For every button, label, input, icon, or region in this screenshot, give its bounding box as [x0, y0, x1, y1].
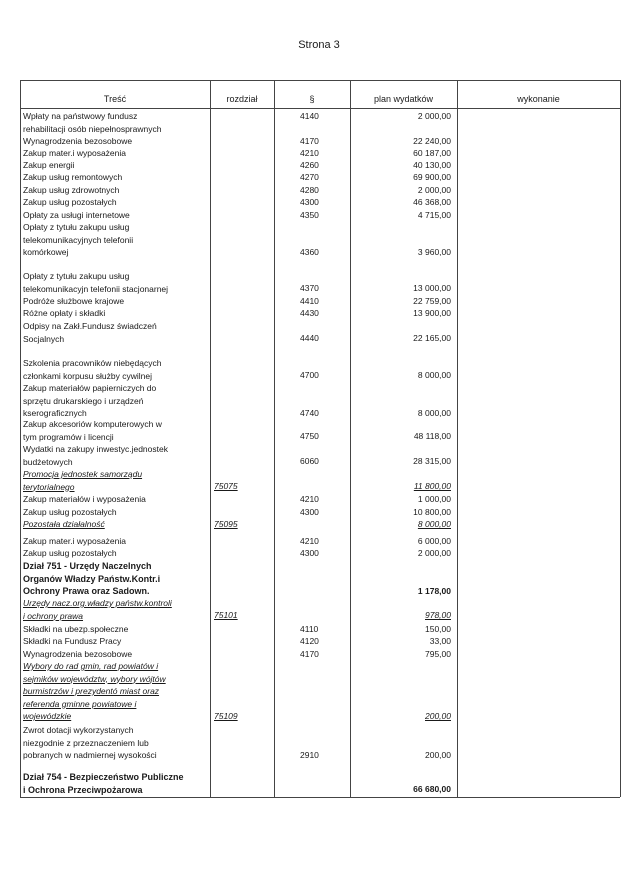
row-paragraf: 4210 — [300, 494, 319, 504]
row-description-line: Promocja jednostek samorządu — [23, 469, 143, 479]
row-amount: 69 900,00 — [413, 172, 451, 182]
row-description — [23, 171, 208, 184]
row-amount: 22 240,00 — [413, 136, 451, 146]
header-tresc: Treść — [103, 94, 127, 104]
row-description — [23, 660, 208, 723]
row-paragraf: 4360 — [300, 247, 319, 257]
row-description — [23, 724, 208, 762]
row-description-line: i ochrony prawa — [23, 610, 84, 621]
row-description-line: Zakup usług pozostałych — [23, 507, 117, 517]
row-paragraf: 4300 — [300, 197, 319, 207]
row-description — [23, 771, 208, 796]
row-amount: 8 000,00 — [417, 519, 451, 529]
row-amount: 2 000,00 — [417, 111, 451, 121]
row-description — [23, 307, 208, 320]
row-description-line: Zakup usług remontowych — [23, 172, 123, 182]
table-header-border — [20, 108, 620, 109]
row-description-line: Zakup mater.i wyposażenia — [23, 148, 126, 158]
row-description — [23, 135, 208, 148]
row-description-line: Wydatki na zakupy inwestyc.jednostek — [23, 444, 168, 454]
row-rozdzial: 75095 — [214, 519, 238, 529]
row-description-line: Różne opłaty i składki — [23, 308, 106, 318]
row-description-line: Składki na ubezp.społeczne — [23, 624, 129, 634]
row-amount: 4 715,00 — [417, 210, 451, 220]
row-description-line: Zakup usług pozostałych — [23, 548, 117, 558]
row-description-line: sejmików województw, wybory wójtów — [23, 673, 166, 684]
row-paragraf: 4410 — [300, 296, 319, 306]
col-divider — [210, 80, 211, 797]
row-description-line: Szkolenia pracowników niebędących — [23, 358, 162, 368]
row-amount: 10 800,00 — [413, 507, 451, 517]
row-description-line: komórkowej — [23, 247, 69, 257]
row-description — [23, 110, 208, 135]
row-amount: 3 960,00 — [417, 247, 451, 257]
row-amount: 8 000,00 — [417, 370, 451, 380]
row-description-line: i Ochrona Przeciwpożarowa — [23, 784, 143, 795]
row-paragraf: 4740 — [300, 408, 319, 418]
row-description — [23, 597, 208, 622]
row-rozdzial: 75075 — [214, 481, 238, 491]
row-amount: 2 000,00 — [417, 548, 451, 558]
header-plan: plan wydatków — [373, 94, 434, 104]
row-description-line: Odpisy na Zakł.Fundusz świadczeń — [23, 321, 157, 331]
row-amount: 13 000,00 — [413, 283, 451, 293]
row-description-line: terytorialnego — [23, 481, 75, 492]
row-paragraf: 4140 — [300, 111, 319, 121]
table-bottom-border — [20, 797, 620, 798]
row-paragraf: 4260 — [300, 160, 319, 170]
row-description-line: Urzędy nacz.org.władzy państw.kontroli — [23, 598, 172, 608]
row-amount: 2 000,00 — [417, 185, 451, 195]
row-description-line: członkami korpusu służby cywilnej — [23, 370, 152, 381]
header-rozdzial: rozdział — [226, 94, 258, 104]
row-description-line: budżetowych — [23, 456, 73, 467]
row-description-line: telekomunikacyjnych telefonii — [23, 234, 134, 245]
row-amount: 11 800,00 — [413, 481, 451, 491]
row-description-line: Składki na Fundusz Pracy — [23, 636, 122, 646]
row-amount: 13 900,00 — [413, 308, 451, 318]
row-description — [23, 468, 208, 493]
row-description-line: niezgodnie z przeznaczeniem lub — [23, 737, 149, 748]
row-paragraf: 4280 — [300, 185, 319, 195]
row-paragraf: 4430 — [300, 308, 319, 318]
row-amount: 795,00 — [425, 649, 451, 659]
row-description-line: Zwrot dotacji wykorzystanych — [23, 725, 134, 735]
row-description — [23, 209, 208, 222]
row-description-line: Opłaty z tytułu zakupu usług — [23, 271, 130, 281]
row-description-line: Zakup energii — [23, 160, 75, 170]
row-description-line: sprzętu drukarskiego i urządzeń — [23, 395, 144, 406]
col-divider — [350, 80, 351, 797]
row-paragraf: 4120 — [300, 636, 319, 646]
row-description-line: Wynagrodzenia bezosobowe — [23, 649, 133, 659]
row-amount: 40 130,00 — [413, 160, 451, 170]
row-paragraf: 4210 — [300, 536, 319, 546]
row-description-line: Wybory do rad gmin, rad powiatów i — [23, 661, 159, 671]
row-description — [23, 295, 208, 308]
row-description-line: Opłaty z tytułu zakupu usług — [23, 222, 130, 232]
row-amount: 46 368,00 — [413, 197, 451, 207]
row-description-line: wojewódzkie — [23, 711, 72, 721]
row-description-line: Socjalnych — [23, 333, 65, 344]
row-amount: 200,00 — [425, 711, 451, 721]
page-number: Strona 3 — [298, 39, 340, 51]
row-amount: 1 000,00 — [417, 494, 451, 504]
row-description-line: Zakup akcesoriów komputerowych w — [23, 419, 162, 429]
row-description — [23, 196, 208, 209]
row-description — [23, 443, 208, 468]
row-amount: 22 165,00 — [413, 333, 451, 343]
row-description-line: Opłaty za usługi internetowe — [23, 210, 130, 220]
row-amount: 33,00 — [429, 636, 451, 646]
row-paragraf: 4300 — [300, 548, 319, 558]
row-description — [23, 221, 208, 259]
row-paragraf: 2910 — [300, 750, 319, 760]
col-divider — [620, 80, 621, 797]
row-description — [23, 518, 208, 531]
row-description-line: burmistrzów i prezydentó miast oraz — [23, 686, 160, 696]
row-amount: 28 315,00 — [413, 456, 451, 466]
header-paragraf: § — [309, 94, 315, 104]
row-amount: 60 187,00 — [413, 148, 451, 158]
row-description — [23, 382, 208, 420]
row-description-line: Zakup materiałów papierniczych do — [23, 383, 157, 393]
row-paragraf: 4440 — [300, 333, 319, 343]
row-description-line: Podróże służbowe krajowe — [23, 296, 125, 306]
row-description-line: kserograficznych — [23, 408, 87, 418]
col-divider — [457, 80, 458, 797]
row-description-line: Organów Władzy Państw.Kontr.i — [23, 573, 161, 584]
row-description-line: Dział 754 - Bezpieczeństwo Publiczne — [23, 772, 184, 782]
row-description-line: Zakup materiałów i wyposażenia — [23, 494, 146, 504]
row-description — [23, 506, 208, 519]
row-description-line: Ochrony Prawa oraz Sadown. — [23, 586, 150, 596]
row-description-line: telekomunikacyjn telefonii stacjonarnej — [23, 283, 169, 294]
header-wykonanie: wykonanie — [517, 94, 560, 104]
row-description-line: Dział 751 - Urzędy Naczelnych — [23, 561, 152, 571]
row-description — [23, 159, 208, 172]
row-description — [23, 320, 208, 345]
row-paragraf: 4300 — [300, 507, 319, 517]
row-amount: 978,00 — [425, 610, 451, 620]
row-description — [23, 184, 208, 197]
row-description — [23, 147, 208, 160]
row-amount: 200,00 — [425, 750, 451, 760]
row-description-line: Pozostała działalność — [23, 519, 105, 529]
row-paragraf: 4170 — [300, 136, 319, 146]
row-description-line: Zakup usług zdrowotnych — [23, 185, 120, 195]
row-amount: 1 178,00 — [417, 586, 451, 596]
row-amount: 150,00 — [425, 624, 451, 634]
row-rozdzial: 75101 — [214, 610, 238, 620]
col-divider — [274, 80, 275, 797]
row-amount: 22 759,00 — [413, 296, 451, 306]
row-paragraf: 4270 — [300, 172, 319, 182]
row-description — [23, 623, 208, 636]
table-top-border — [20, 80, 620, 81]
row-description — [23, 493, 208, 506]
row-description — [23, 560, 208, 598]
row-description-line: Zakup usług pozostałych — [23, 197, 117, 207]
row-amount: 6 000,00 — [417, 536, 451, 546]
row-description-line: Zakup mater.i wyposażenia — [23, 536, 126, 546]
row-description-line: Wpłaty na państwowy fundusz — [23, 111, 138, 121]
row-paragraf: 4350 — [300, 210, 319, 220]
row-paragraf: 4170 — [300, 649, 319, 659]
row-amount: 48 118,00 — [413, 431, 451, 441]
row-paragraf: 4210 — [300, 148, 319, 158]
row-description-line: Wynagrodzenia bezosobowe — [23, 136, 133, 146]
row-description — [23, 547, 208, 560]
row-description-line: referenda gminne powiatowe i — [23, 698, 137, 709]
row-description — [23, 635, 208, 648]
row-amount: 66 680,00 — [413, 784, 451, 794]
row-description-line: pobranych w nadmiernej wysokości — [23, 750, 157, 760]
row-description — [23, 357, 208, 382]
row-description — [23, 535, 208, 548]
row-description — [23, 648, 208, 661]
row-description — [23, 418, 208, 443]
row-amount: 8 000,00 — [417, 408, 451, 418]
row-paragraf: 4750 — [300, 431, 319, 441]
row-paragraf: 4700 — [300, 370, 319, 380]
col-divider — [20, 80, 21, 797]
row-description — [23, 270, 208, 295]
row-description-line: tym programów i licencji — [23, 431, 114, 442]
row-rozdzial: 75109 — [214, 711, 238, 721]
row-paragraf: 6060 — [300, 456, 319, 466]
row-description-line: rehabilitacji osób niepełnosprawnych — [23, 123, 162, 134]
row-paragraf: 4110 — [300, 624, 319, 634]
row-paragraf: 4370 — [300, 283, 319, 293]
